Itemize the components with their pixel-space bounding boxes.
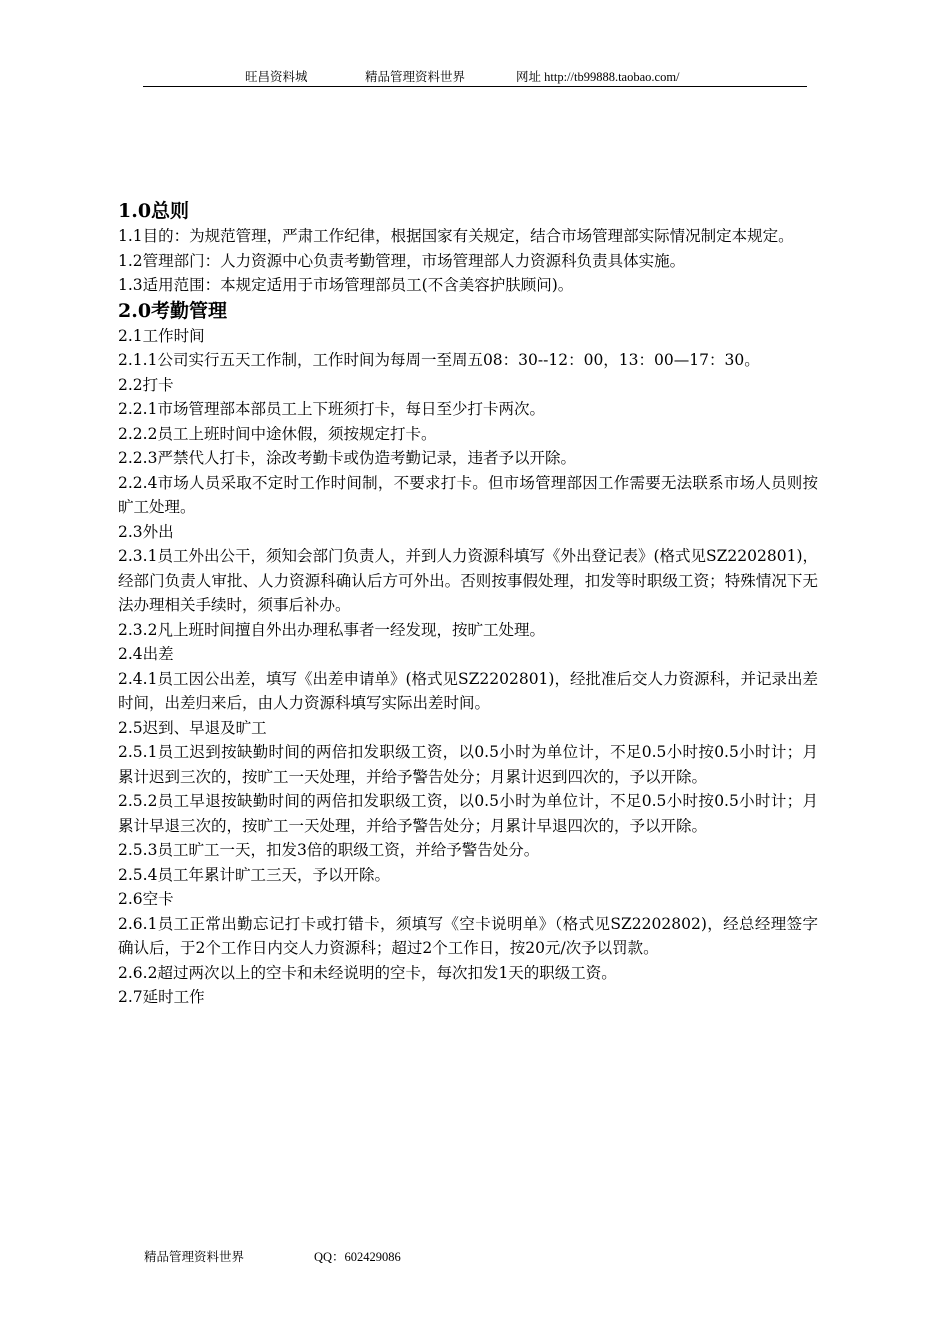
paragraph: 2.3.1员工外出公干，须知会部门负责人，并到人力资源科填写《外出登记表》(格式见SZ2202801)，经部门负责人审批、人力资源科确认后方可外出。否则按事假处理，扣发等时职级工资；特殊情况下无法办理相关手续时，须事后补办。 <box>118 547 818 614</box>
paragraph: 2.7延时工作 <box>118 988 205 1006</box>
paragraph: 2.1工作时间 <box>118 326 205 345</box>
page-header <box>143 66 807 87</box>
section-heading: 2.0考勤管理 <box>118 299 228 322</box>
document-body <box>118 198 818 1010</box>
paragraph: 1.2管理部门：人力资源中心负责考勤管理，市场管理部人力资源科负责具体实施。 <box>118 251 686 270</box>
paragraph: 2.5迟到、早退及旷工 <box>118 718 267 737</box>
footer-world-name: 精品管理资料世界 <box>144 1250 245 1264</box>
paragraph: 2.6.2超过两次以上的空卡和未经说明的空卡，每次扣发1天的职级工资。 <box>118 963 617 982</box>
paragraph: 2.3外出 <box>118 522 174 541</box>
header-world-name: 精品管理资料世界 <box>365 70 466 84</box>
paragraph: 2.6空卡 <box>118 890 174 908</box>
paragraph: 2.2.4市场人员采取不定时工作时间制，不要求打卡。但市场管理部因工作需要无法联系市场人员则按旷工处理。 <box>118 473 818 516</box>
paragraph: 1.1目的：为规范管理，严肃工作纪律，根据国家有关规定，结合市场管理部实际情况制定本规定。 <box>118 227 794 245</box>
footer-qq: QQ：602429086 <box>314 1250 401 1264</box>
paragraph: 2.5.4员工年累计旷工三天，予以开除。 <box>118 865 390 884</box>
header-url: 网址 http://tb99888.taobao.com/ <box>516 70 680 84</box>
paragraph: 2.2.3严禁代人打卡，涂改考勤卡或伪造考勤记录，违者予以开除。 <box>118 449 576 467</box>
paragraph: 2.5.3员工旷工一天，扣发3倍的职级工资，并给予警告处分。 <box>118 841 540 859</box>
paragraph: 2.2.2员工上班时间中途休假，须按规定打卡。 <box>118 424 437 443</box>
paragraph: 2.4.1员工因公出差，填写《出差申请单》(格式见SZ2202801)，经批准后交人力资源科，并记录出差时间，出差归来后，由人力资源科填写实际出差时间。 <box>118 669 818 712</box>
header-site-name: 旺昌资料城 <box>245 70 308 84</box>
paragraph: 2.3.2凡上班时间擅自外出办理私事者一经发现，按旷工处理。 <box>118 620 545 639</box>
paragraph: 1.3适用范围：本规定适用于市场管理部员工(不含美容护肤顾问)。 <box>118 276 574 294</box>
paragraph: 2.1.1公司实行五天工作制，工作时间为每周一至周五08：30--12：00，13：00—17：30。 <box>118 351 760 369</box>
paragraph: 2.5.1员工迟到按缺勤时间的两倍扣发职级工资，以0.5小时为单位计，不足0.5小时按0.5小时计；月累计迟到三次的，按旷工一天处理，并给予警告处分；月累计迟到四次的，予以开除。 <box>118 743 818 786</box>
section-heading: 1.0总则 <box>118 200 190 222</box>
paragraph: 2.2.1市场管理部本部员工上下班须打卡，每日至少打卡两次。 <box>118 400 545 418</box>
paragraph: 2.2打卡 <box>118 375 174 394</box>
paragraph: 2.6.1员工正常出勤忘记打卡或打错卡，须填写《空卡说明单》（格式见SZ2202802)，经总经理签字确认后，于2个工作日内交人力资源科；超过2个工作日，按20元/次予以罚款。 <box>118 914 818 957</box>
paragraph: 2.5.2员工早退按缺勤时间的两倍扣发职级工资，以0.5小时为单位计，不足0.5小时按0.5小时计；月累计早退三次的，按旷工一天处理，并给予警告处分；月累计早退四次的，予以开除。 <box>118 792 818 835</box>
paragraph: 2.4出差 <box>118 645 174 663</box>
